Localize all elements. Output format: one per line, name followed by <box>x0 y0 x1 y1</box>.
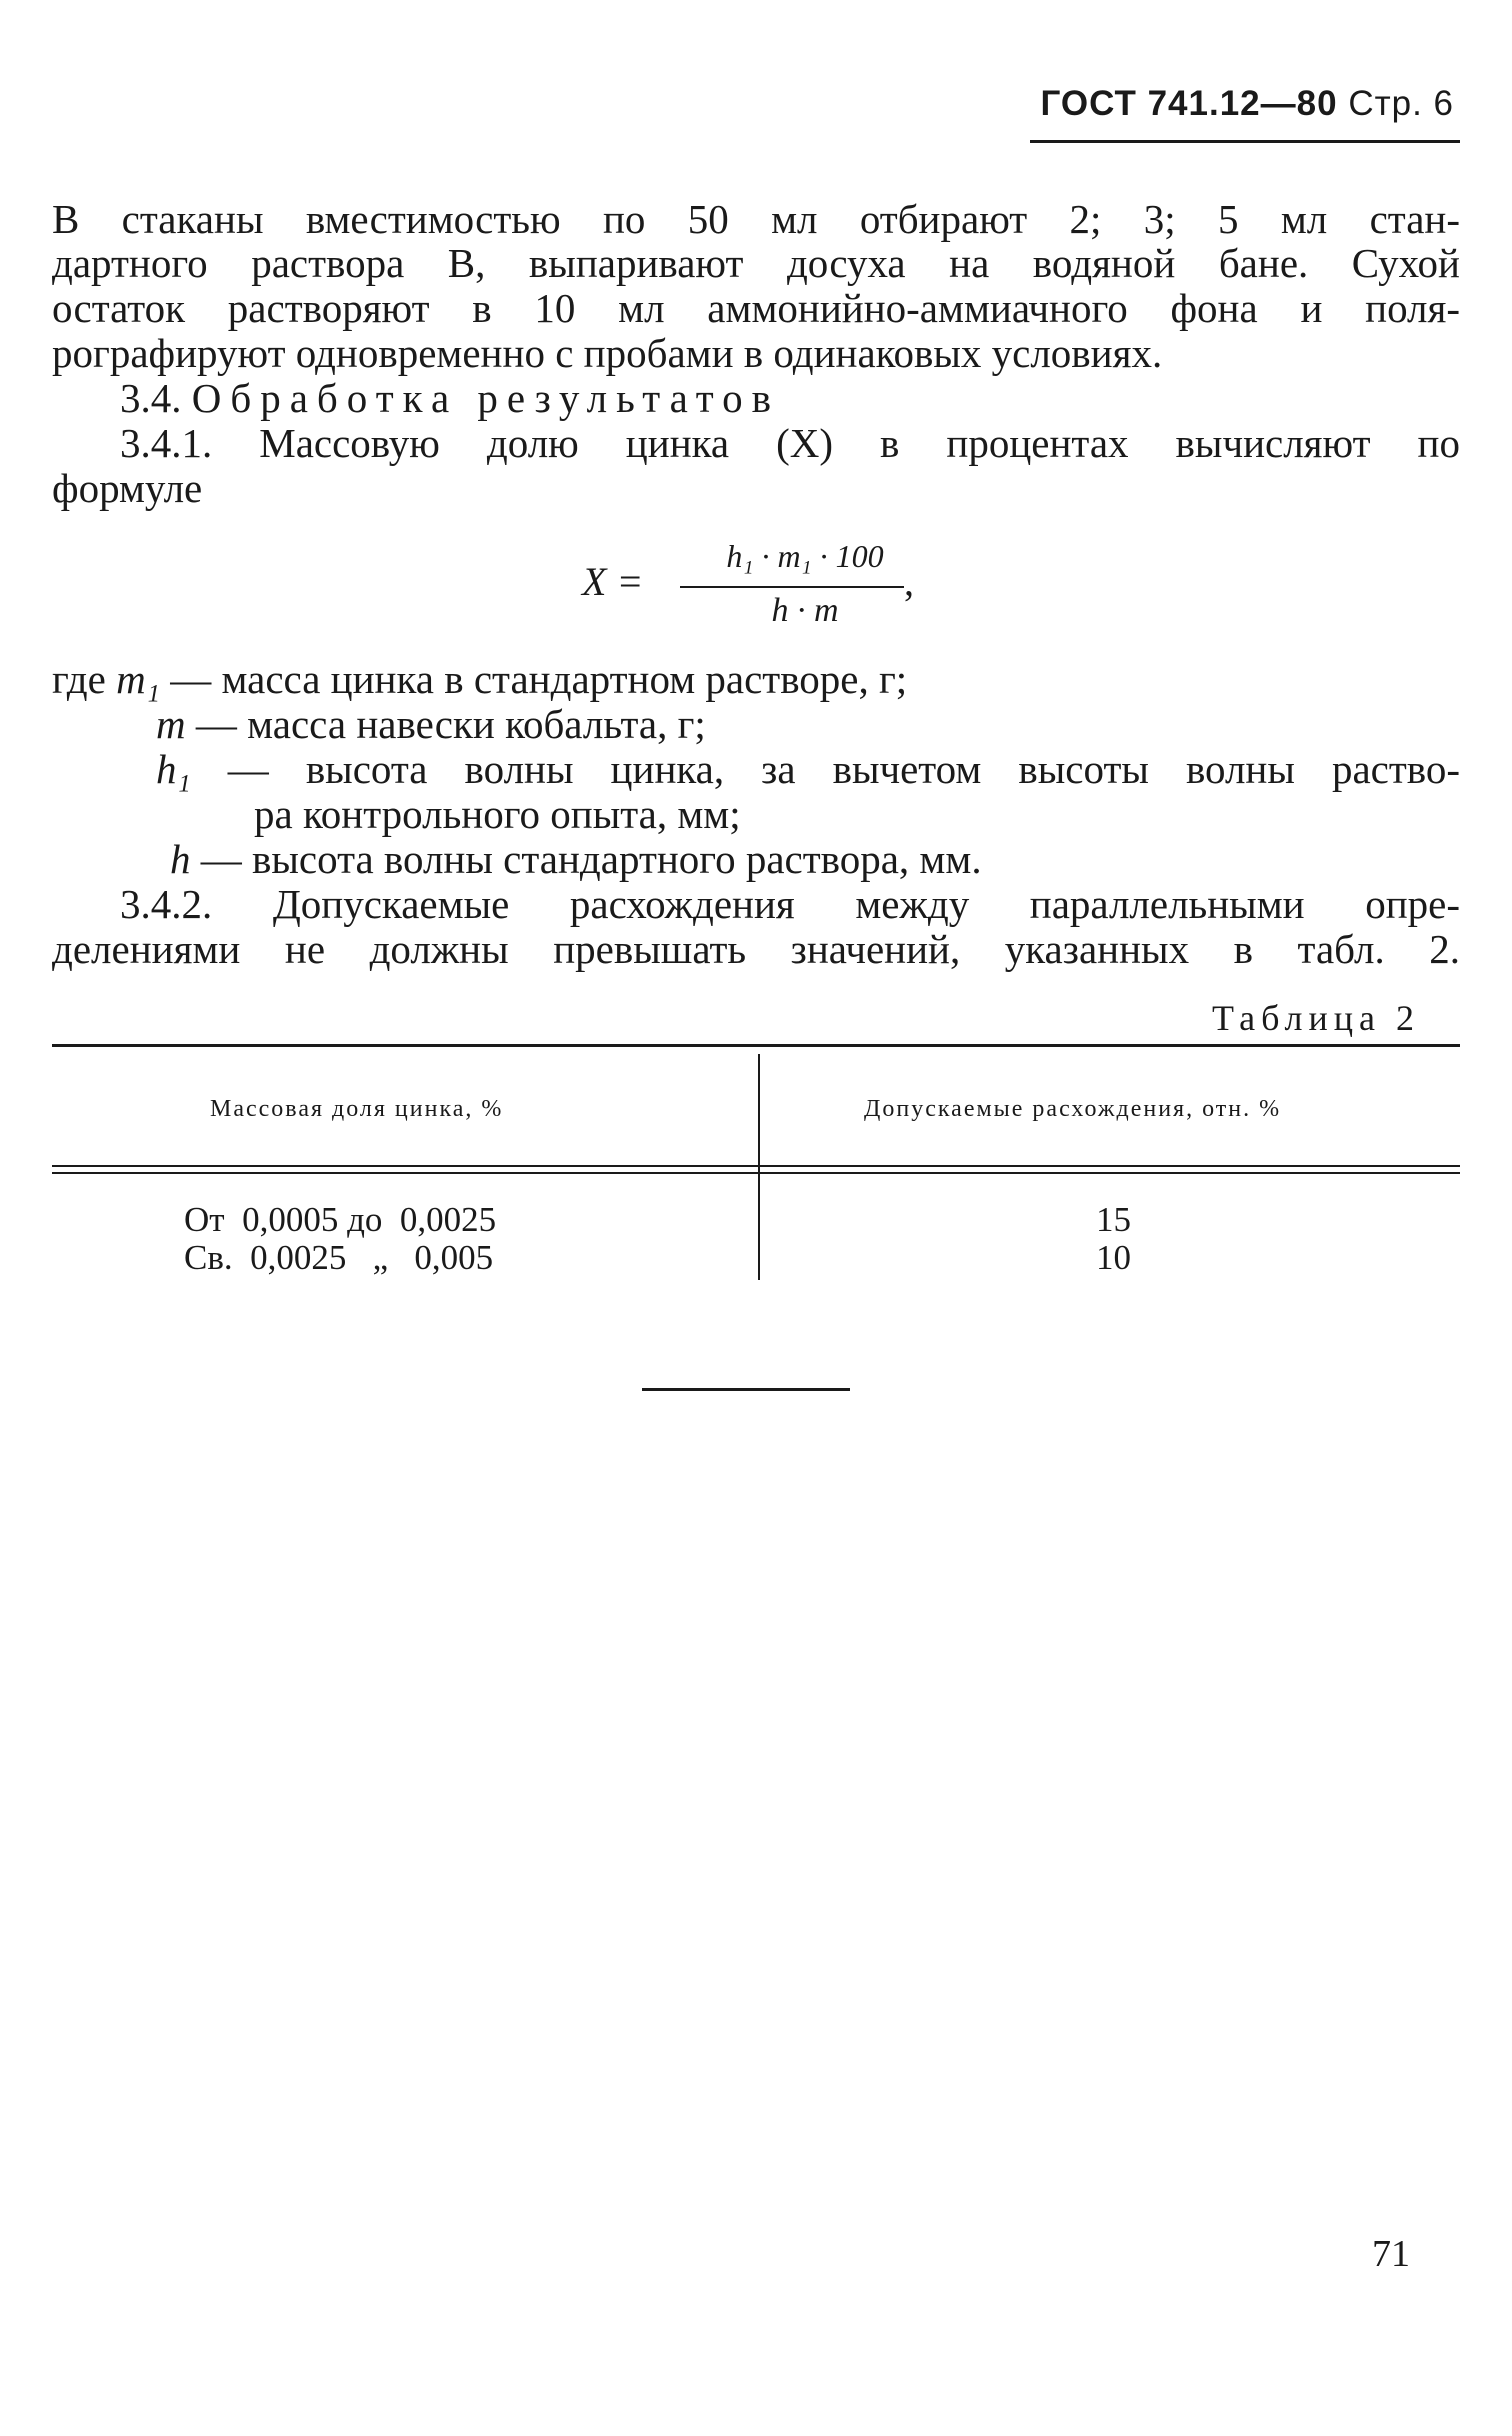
section-3-4-1-line: 3.4.1. Массовую долю цинка (X) в процентах вычисляют по <box>120 420 1460 466</box>
section-3-4-2-line: делениями не должны превышать значений, указанных в табл. 2. <box>52 926 1460 972</box>
where-line <box>156 746 1460 792</box>
where-line <box>52 656 907 702</box>
page-number: 71 <box>1372 2233 1410 2275</box>
fraction-bar <box>680 586 904 588</box>
definition-h: — высота волны стандартного раствора, мм. <box>200 836 982 882</box>
symbol-m1: m₁ <box>116 656 160 702</box>
header-rule <box>1030 140 1460 143</box>
symbol-h1: h₁ <box>156 746 191 792</box>
end-rule <box>642 1388 850 1391</box>
section-title: Обработка результатов <box>191 375 781 421</box>
formula-lhs: X = <box>582 559 644 604</box>
paragraph-line: В стаканы вместимостью по 50 мл отбирают 2; 3; 5 мл стан- <box>52 196 1460 242</box>
definition-m1: — масса цинка в стандартном растворе, г; <box>170 656 908 702</box>
where-line <box>156 701 706 747</box>
definition-m: — масса навески кобальта, г; <box>195 701 706 747</box>
table-header-rule <box>52 1172 1460 1174</box>
where-line <box>170 836 982 882</box>
symbol-h: h <box>170 836 191 882</box>
table-row-value: 15 <box>1096 1200 1131 1239</box>
table-row-range: Св. 0,0025 „ 0,005 <box>184 1238 494 1277</box>
table-top-rule <box>52 1044 1460 1047</box>
formula-numerator: h₁ · m₁ · 100 <box>726 538 884 574</box>
section-number: 3.4. <box>120 375 182 421</box>
table-header-mass-fraction: Массовая доля цинка, % <box>210 1096 504 1122</box>
section-3-4-2-line: 3.4.2. Допускаемые расхождения между параллельными опре- <box>120 881 1460 927</box>
where-line-continued: ра контрольного опыта, мм; <box>254 791 741 837</box>
table-column-divider <box>758 1054 760 1280</box>
formula-denominator: h · m <box>771 592 839 629</box>
paragraph-line: рографируют одновременно с пробами в одинаковых условиях. <box>52 330 1163 376</box>
page-label: Стр. 6 <box>1348 84 1454 123</box>
mass-fraction-formula <box>582 532 922 642</box>
table-header-tolerance: Допускаемые расхождения, отн. % <box>864 1096 1282 1122</box>
paragraph-line: остаток растворяют в 10 мл аммонийно-аммиачного фона и поля- <box>52 285 1460 331</box>
table-caption: Таблица 2 <box>1212 998 1420 1038</box>
standard-code: ГОСТ 741.12—80 <box>1040 84 1338 123</box>
where-intro: где <box>52 656 106 702</box>
definition-h1: — высота волны цинка, за вычетом высоты волны раство- <box>227 746 1460 792</box>
section-heading <box>120 375 1460 421</box>
table-row-range: От 0,0005 до 0,0025 <box>184 1200 497 1239</box>
formula-comma: , <box>904 559 914 604</box>
tolerance-table <box>52 1044 1460 1280</box>
table-header-rule <box>52 1165 1460 1167</box>
section-3-4-1-line: формуле <box>52 465 203 511</box>
table-row-value: 10 <box>1096 1238 1131 1277</box>
paragraph-line: дартного раствора В, выпаривают досуха на водяной бане. Сухой <box>52 240 1460 286</box>
symbol-m: m <box>156 701 186 747</box>
running-header <box>1040 84 1454 124</box>
